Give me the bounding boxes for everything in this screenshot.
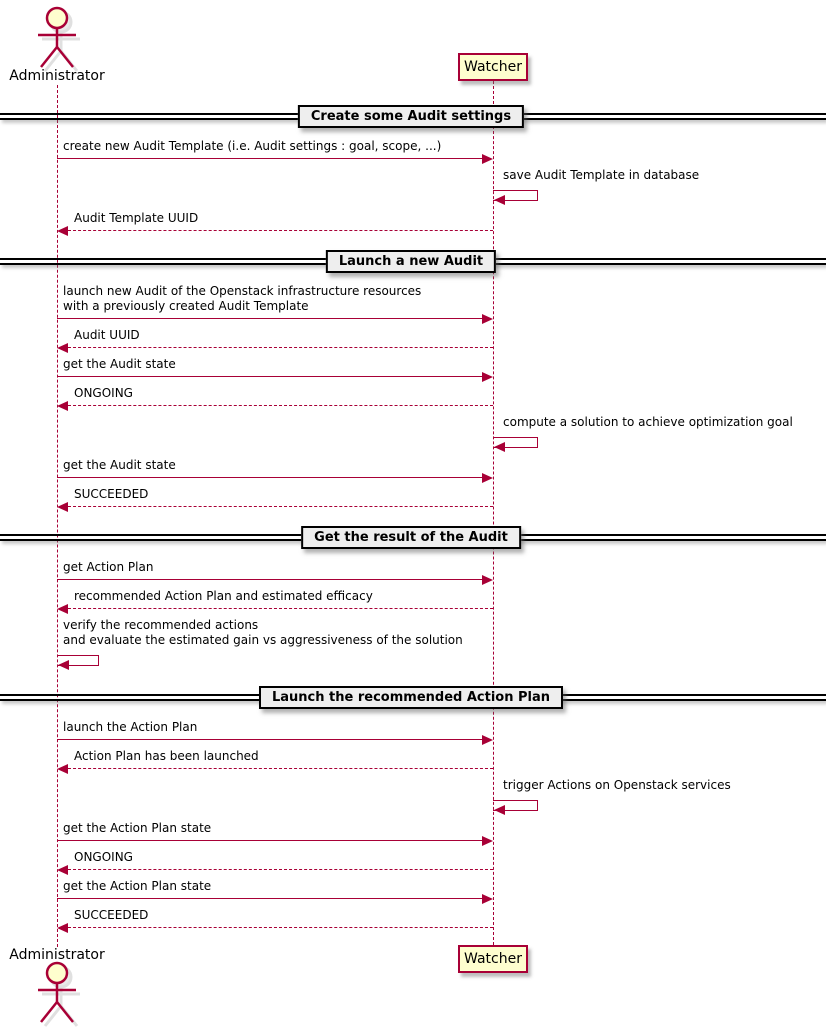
section-divider: Get the result of the Audit	[301, 526, 521, 549]
message-text-line: Audit Template UUID	[74, 211, 199, 225]
self-message-label	[503, 778, 731, 793]
message-arrow-line	[57, 739, 482, 740]
message-label	[63, 720, 197, 735]
arrowhead-left	[494, 195, 505, 205]
message-label	[63, 357, 176, 372]
return-arrow-line	[68, 869, 493, 870]
message-text-line: get the Audit state	[63, 458, 176, 472]
message-label	[63, 821, 211, 836]
participant-watcher-top	[458, 53, 528, 81]
watcher-label-bottom: Watcher	[464, 951, 522, 967]
message-arrow-line	[57, 477, 482, 478]
message-label	[63, 458, 176, 473]
message-text-line: launch the Action Plan	[63, 720, 198, 734]
message-text-line: get the Action Plan state	[63, 821, 212, 835]
self-message-label	[503, 168, 699, 183]
self-message-label	[503, 415, 793, 430]
arrowhead-right	[482, 894, 493, 904]
administrator-label-bottom: Administrator	[9, 947, 105, 963]
message-text-line: launch new Audit of the Openstack infrastructure resources	[63, 284, 422, 298]
message-text-line: get Action Plan	[63, 560, 154, 574]
arrowhead-left	[57, 343, 68, 353]
message-arrow-line	[57, 840, 482, 841]
message-label	[63, 879, 211, 894]
arrowhead-right	[482, 154, 493, 164]
watcher-label-top: Watcher	[464, 59, 522, 75]
message-text-line: with a previously created Audit Template	[63, 299, 309, 313]
message-text-line: recommended Action Plan and estimated efficacy	[74, 589, 373, 603]
message-label	[63, 139, 441, 154]
message-arrow-line	[57, 898, 482, 899]
message-text-line: compute a solution to achieve optimization goal	[503, 415, 793, 429]
return-arrow-line	[68, 347, 493, 348]
administrator-label-top: Administrator	[9, 68, 105, 84]
return-arrow-line	[68, 608, 493, 609]
message-label	[74, 589, 373, 604]
return-arrow-line	[68, 927, 493, 928]
message-text-line: get the Action Plan state	[63, 879, 212, 893]
administrator-actor-icon	[24, 6, 94, 72]
arrowhead-left	[57, 226, 68, 236]
message-label	[74, 328, 140, 343]
message-text-line: create new Audit Template (i.e. Audit settings : goal, scope, ...)	[63, 139, 442, 153]
message-arrow-line	[57, 318, 482, 319]
arrowhead-left	[494, 805, 505, 815]
message-arrow-line	[57, 158, 482, 159]
lifeline-watcher	[493, 81, 494, 945]
arrowhead-right	[482, 575, 493, 585]
arrowhead-left	[57, 604, 68, 614]
message-text-line: ONGOING	[74, 850, 133, 864]
message-arrow-line	[57, 579, 482, 580]
return-arrow-line	[68, 230, 493, 231]
arrowhead-right	[482, 372, 493, 382]
message-text-line: Audit UUID	[74, 328, 140, 342]
message-label	[74, 211, 198, 226]
arrowhead-left	[57, 401, 68, 411]
message-label	[74, 908, 148, 923]
message-text-line: Action Plan has been launched	[74, 749, 259, 763]
section-divider: Launch the recommended Action Plan	[259, 686, 563, 709]
arrowhead-left	[494, 442, 505, 452]
message-text-line: ONGOING	[74, 386, 133, 400]
lifeline-administrator	[57, 85, 58, 947]
arrowhead-left	[58, 660, 69, 670]
arrowhead-right	[482, 836, 493, 846]
arrowhead-right	[482, 735, 493, 745]
message-label	[74, 749, 259, 764]
arrowhead-left	[57, 923, 68, 933]
message-arrow-line	[57, 376, 482, 377]
message-text-line: get the Audit state	[63, 357, 176, 371]
arrowhead-right	[482, 473, 493, 483]
section-divider: Launch a new Audit	[326, 250, 496, 273]
administrator-actor-icon-bottom	[24, 961, 94, 1027]
section-divider: Create some Audit settings	[298, 105, 524, 128]
return-arrow-line	[68, 768, 493, 769]
return-arrow-line	[68, 506, 493, 507]
message-text-line: and evaluate the estimated gain vs aggressiveness of the solution	[63, 633, 463, 647]
arrowhead-left	[57, 764, 68, 774]
message-label	[63, 560, 153, 575]
self-message-label	[63, 618, 463, 648]
message-text-line: SUCCEEDED	[74, 487, 149, 501]
message-text-line: trigger Actions on Openstack services	[503, 778, 731, 792]
message-text-line: save Audit Template in database	[503, 168, 700, 182]
arrowhead-left	[57, 502, 68, 512]
message-label	[74, 386, 133, 401]
message-label	[63, 284, 421, 314]
arrowhead-right	[482, 314, 493, 324]
message-label	[74, 850, 133, 865]
arrowhead-left	[57, 865, 68, 875]
message-text-line: verify the recommended actions	[63, 618, 259, 632]
participant-watcher-bottom	[458, 945, 528, 973]
return-arrow-line	[68, 405, 493, 406]
message-text-line: SUCCEEDED	[74, 908, 149, 922]
message-label	[74, 487, 148, 502]
